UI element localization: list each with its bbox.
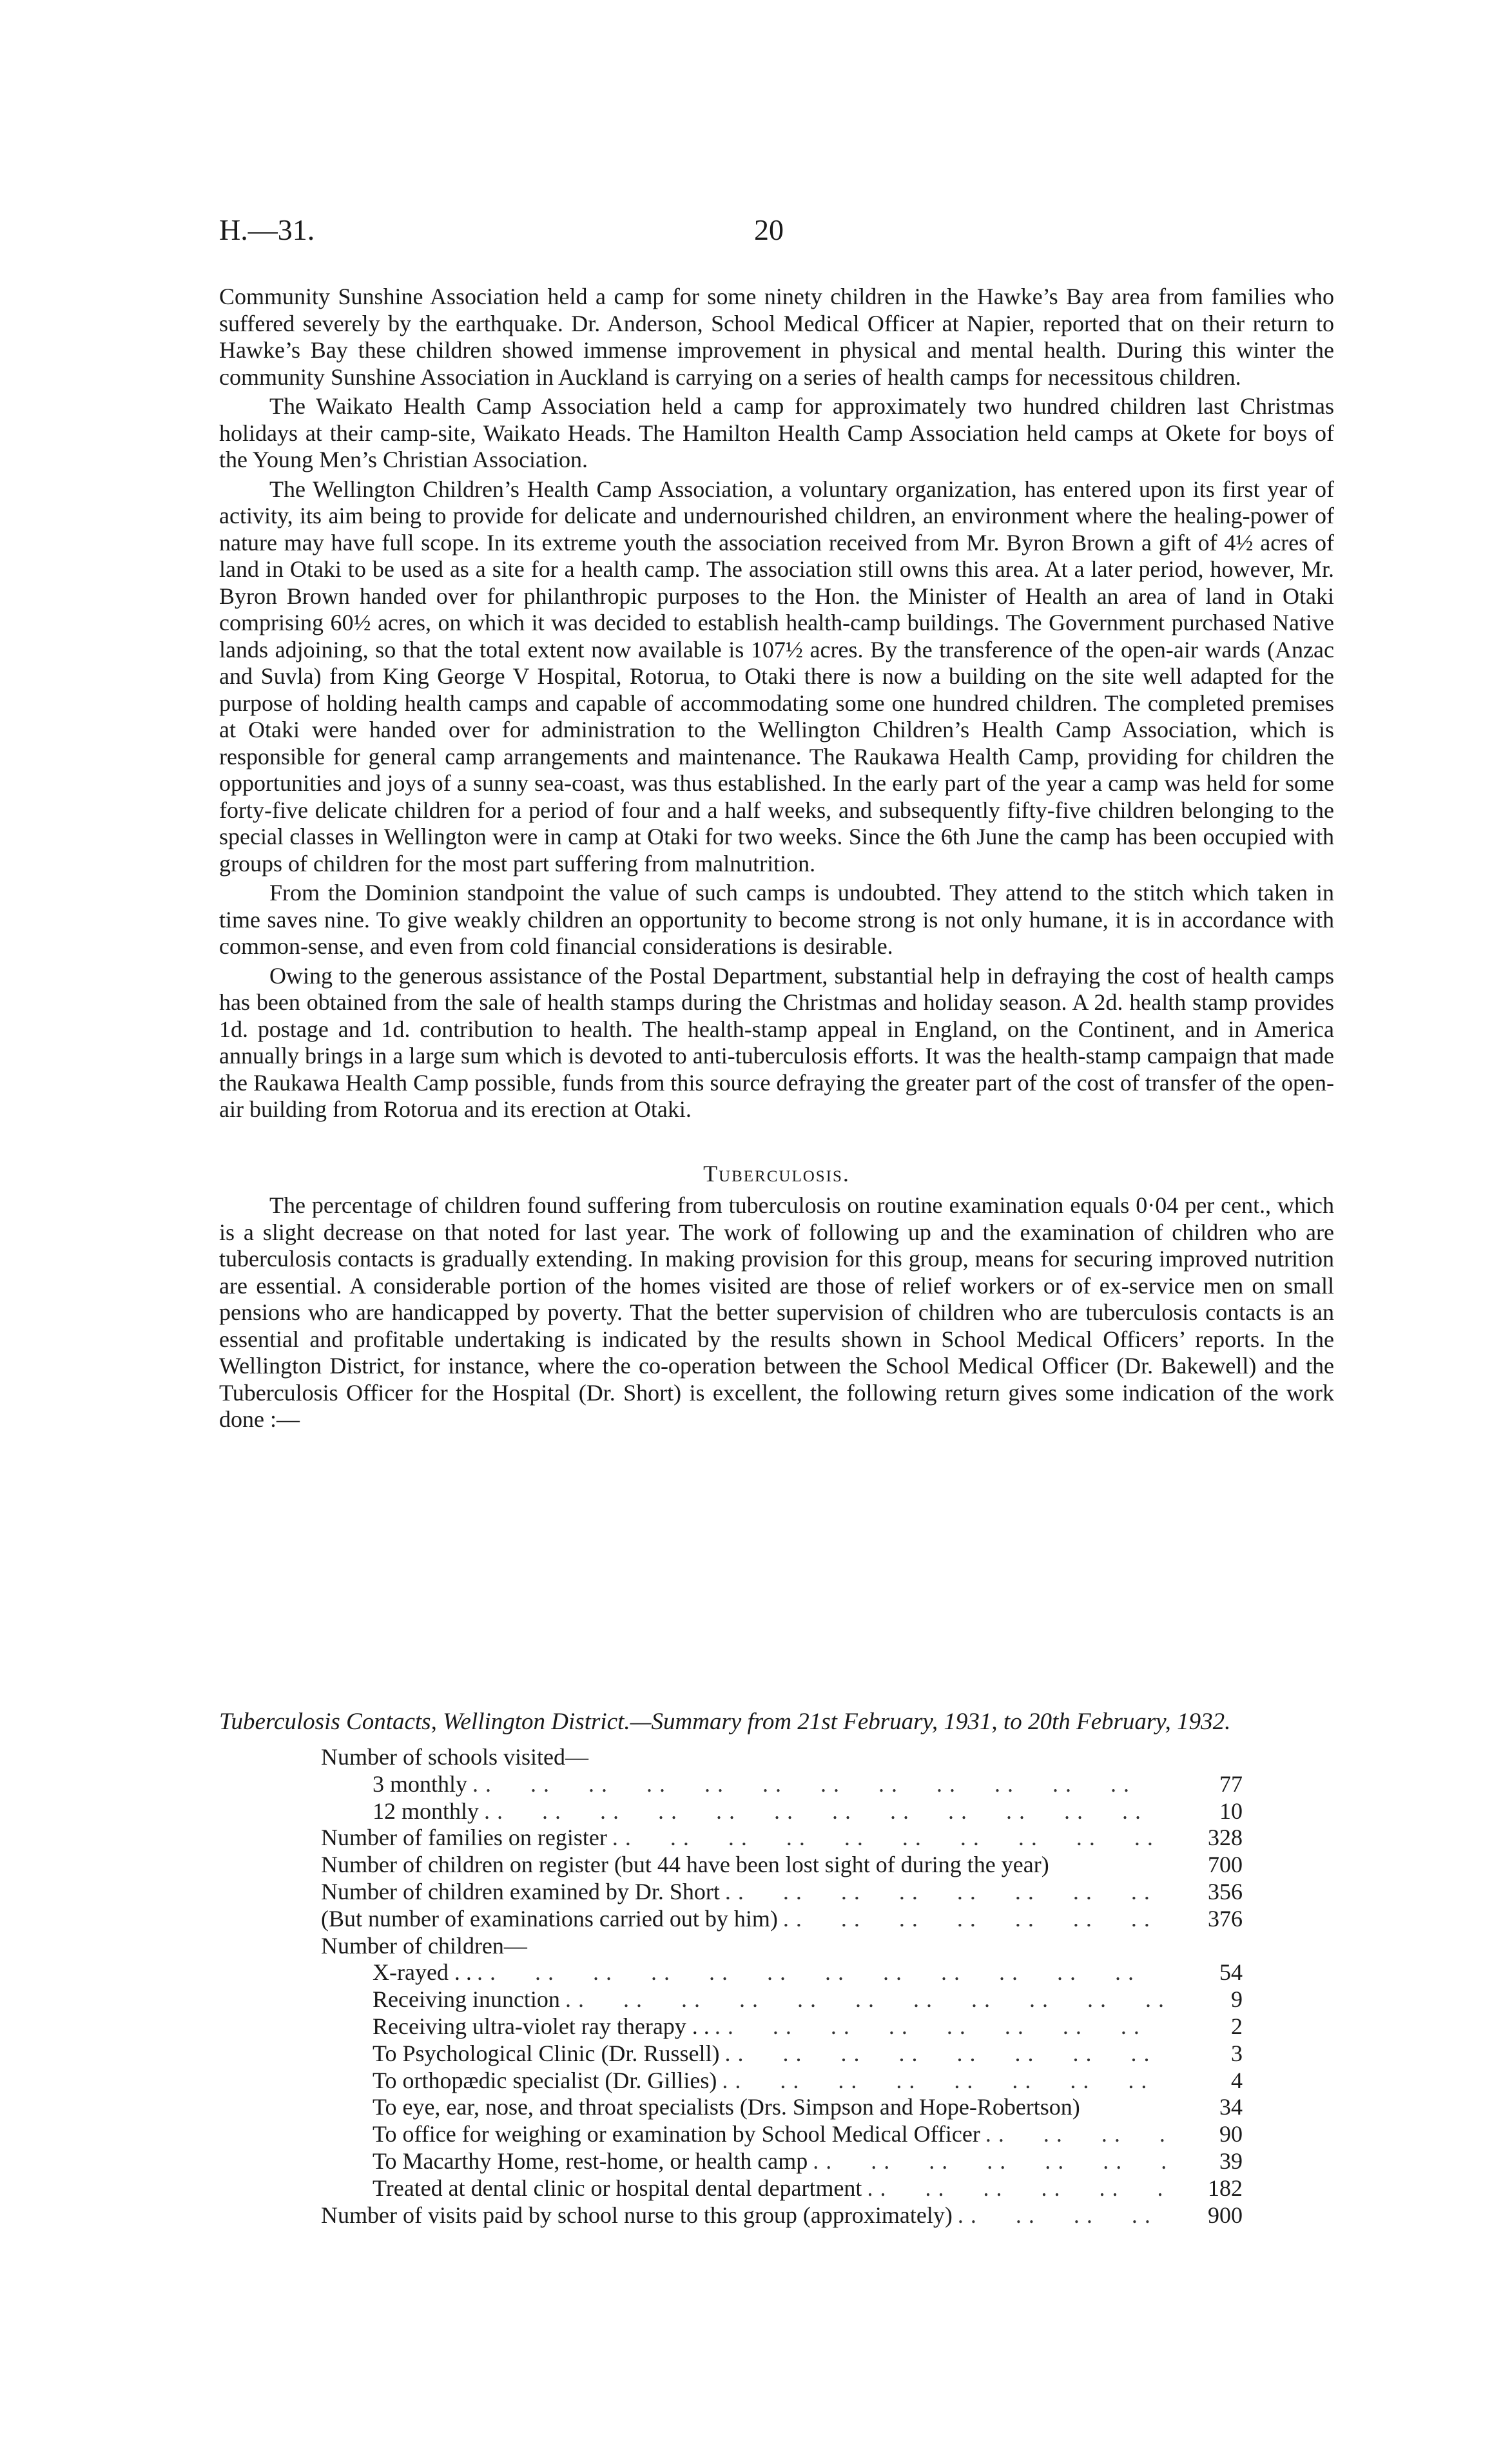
dot-leader — [472, 1959, 1165, 1986]
row-label: To Macarthy Home, rest-home, or health camp — [373, 2147, 808, 2174]
row-label: X-rayed . . — [373, 1959, 472, 1986]
row-value: 4 — [1231, 2067, 1243, 2093]
page-header — [219, 213, 1334, 264]
row-label: (But number of examinations carried out by him) — [321, 1905, 778, 1932]
row-value: 77 — [1219, 1770, 1243, 1797]
table-row — [321, 2121, 1262, 2148]
paragraph: The Waikato Health Camp Association held a camp for approximately two hundred children last Christmas holidays at their camp-site, Waikato Heads. The Hamilton Health Camp Association held camps at Okete for boys of the Young Men’s Christian Association. — [219, 393, 1334, 472]
dot-leader — [953, 2202, 1165, 2229]
row-value: 900 — [1208, 2202, 1243, 2228]
dot-leader — [720, 1879, 1165, 1906]
report-code: H.—31. — [219, 213, 315, 246]
row-label: To Psychological Clinic (Dr. Russell) — [373, 2040, 720, 2066]
table-row — [321, 2068, 1262, 2095]
row-label: To office for weighing or examination by School Medical Officer — [373, 2121, 980, 2147]
dot-leader — [808, 2148, 1165, 2175]
row-value: 9 — [1231, 1986, 1243, 2013]
section-heading: Tuberculosis. — [703, 1160, 850, 1187]
dot-leader — [710, 2013, 1165, 2040]
paragraph: The percentage of children found suffering from tuberculosis on routine examination equals 0·04 per cent., which is a slight decrease on that noted for last year. The work of following up and the examination of children who are tuberculosis contacts is gradually extending. In making provision for this group, means for securing improved nutrition are essential. A considerable portion of the homes visited are those of relief workers or of ex-service men on small pensions who are handicapped by poverty. That the better supervision of children who are tuberculosis contacts is an essential and profitable undertaking is indicated by the results shown in School Medical Officers’ reports. In the Wellington District, for instance, where the co-operation between the School Medical Officer (Dr. Bakewell) and the Tuberculosis Officer for the Hospital (Dr. Short) is excellent, the following return gives some indication of the work done :— — [219, 1192, 1334, 1432]
dot-leader — [560, 1986, 1165, 2013]
row-label: Receiving inunction — [373, 1986, 560, 2013]
dot-leader — [479, 1798, 1165, 1825]
row-value: 328 — [1208, 1825, 1243, 1851]
table-row — [321, 1825, 1262, 1852]
dot-leader — [467, 1771, 1165, 1798]
row-value: 3 — [1231, 2040, 1243, 2066]
table-row — [321, 1879, 1262, 1906]
row-label: Number of visits paid by school nurse to this group (approximately) — [321, 2202, 953, 2228]
table-row — [321, 1798, 1262, 1825]
dot-leader — [980, 2121, 1165, 2148]
table-row — [321, 1959, 1262, 1986]
row-label: To eye, ear, nose, and throat specialists (Drs. Simpson and Hope-Robertson) — [373, 2094, 1080, 2120]
body-text — [219, 284, 1334, 1436]
dot-leader — [717, 2068, 1165, 2095]
page-number: 20 — [754, 213, 784, 246]
dot-leader — [719, 2040, 1165, 2068]
table-row — [321, 1852, 1262, 1879]
table-row — [321, 2202, 1262, 2229]
table-row — [321, 1986, 1262, 2013]
paragraph: Owing to the generous assistance of the Postal Department, substantial help in defraying the cost of health camps has been obtained from the sale of health stamps during the Christmas and holiday season. A 2d. health stamp provides 1d. postage and 1d. contribution to health. The health-stamp appeal in England, on the Continent, and in America annually brings in a large sum which is devoted to anti-tuberculosis efforts. It was the health-stamp campaign that made the Raukawa Health Camp possible, funds from this source defraying the greater part of the cost of transfer of the open-air building from Rotorua and its erection at Otaki. — [219, 962, 1334, 1122]
dot-leader — [607, 1825, 1165, 1852]
table-row — [321, 2175, 1262, 2202]
row-label: Receiving ultra-violet ray therapy . . — [373, 2013, 710, 2039]
row-label: Number of children on register (but 44 have been lost sight of during the year) — [321, 1852, 1049, 1878]
dot-leader — [778, 1906, 1165, 1933]
dot-leader — [862, 2175, 1165, 2202]
row-label: 3 monthly — [373, 1770, 468, 1797]
row-value: 10 — [1219, 1798, 1243, 1824]
row-value: 356 — [1208, 1878, 1243, 1904]
row-label: Number of children examined by Dr. Short — [321, 1878, 720, 1904]
row-value: 376 — [1208, 1905, 1243, 1932]
table-row — [321, 1771, 1262, 1798]
table-row — [321, 2040, 1262, 2068]
row-label: Number of children— — [321, 1932, 527, 1959]
row-value: 182 — [1208, 2175, 1243, 2201]
table-row — [321, 2013, 1262, 2040]
row-label: Number of schools visited— — [321, 1744, 588, 1770]
row-value: 700 — [1208, 1852, 1243, 1878]
row-value: 90 — [1219, 2121, 1243, 2147]
row-label: Number of families on register — [321, 1825, 607, 1851]
paragraph: Community Sunshine Association held a camp for some ninety children in the Hawke’s Bay area from families who suffered severely by the earthquake. Dr. Anderson, School Medical Officer at Napier, reported that on their return to Hawke’s Bay these children showed immense improvement in physical and mental health. During this winter the community Sunshine Association in Auckland is carrying on a series of health camps for necessitous children. — [219, 284, 1334, 390]
paragraph: From the Dominion standpoint the value of such camps is undoubted. They attend to the stitch which taken in time saves nine. To give weakly children an opportunity to become strong is not only humane, it is in accordance with common-sense, and even from cold financial considerations is desirable. — [219, 880, 1334, 959]
paragraph: The Wellington Children’s Health Camp Association, a voluntary organization, has entered upon its first year of activity, its aim being to provide for delicate and undernourished children, an environment where the healing-power of nature may have full scope. In its extreme youth the association received from Mr. Byron Brown a gift of 4½ acres of land in Otaki to be used as a site for a health camp. The association still owns this area. At a later period, however, Mr. Byron Brown handed over for philanthropic purposes to the Hon. the Minister of Health an area of land in Otaki comprising 60½ acres, on which it was decided to establish health-camp buildings. The Government purchased Native lands adjoining, so that the total extent now available is 107½ acres. By the transference of the open-air wards (Anzac and Suvla) from King George V Hospital, Rotorua, to Otaki there is now a building on the site well adapted for the purpose of holding health camps and capable of accommodating some one hundred children. The completed premises at Otaki were handed over for administration to the Wellington Children’s Health Camp Association, which is responsible for general camp arrangements and maintenance. The Raukawa Health Camp, providing for children the opportunities and joys of a sunny sea-coast, was thus established. In the early part of the year a camp was held for some forty-five delicate children for a period of four and a half weeks, and subsequently fifty-five children belonging to the special classes in Wellington were in camp at Otaki for two weeks. Since the 6th June the camp has been occupied with groups of children for the most part suffering from malnutrition. — [219, 476, 1334, 877]
return-table-title: Tuberculosis Contacts, Wellington District.—Summary from 21st February, 1931, to 20th February, 1932. — [219, 1709, 1231, 1735]
table-row — [321, 2148, 1262, 2175]
return-table — [321, 1744, 1262, 2229]
row-value: 54 — [1219, 1959, 1243, 1986]
table-row — [321, 2094, 1262, 2121]
row-value: 39 — [1219, 2147, 1243, 2174]
row-value: 34 — [1219, 2094, 1243, 2120]
table-row — [321, 1933, 1262, 1960]
row-label: 12 monthly — [373, 1798, 480, 1824]
row-label: Treated at dental clinic or hospital dental department — [373, 2175, 862, 2201]
table-row — [321, 1906, 1262, 1933]
table-row — [321, 1744, 1262, 1771]
row-value: 2 — [1231, 2013, 1243, 2039]
row-label: To orthopædic specialist (Dr. Gillies) — [373, 2067, 717, 2093]
